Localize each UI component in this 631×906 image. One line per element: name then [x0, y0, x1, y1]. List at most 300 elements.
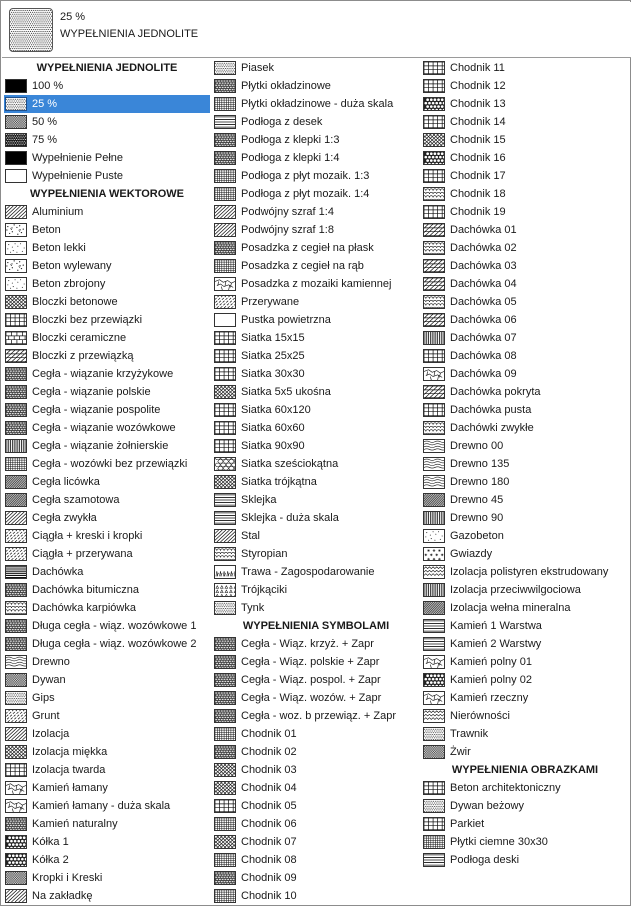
fill-item-label: Kamień polny 01	[450, 656, 532, 668]
fill-item-izolacja-przeciwwilgociowa[interactable]	[422, 581, 628, 599]
fill-item-label: 75 %	[32, 134, 58, 146]
concrete-light-pattern-icon	[423, 529, 445, 543]
current-fill-percent: 25 %	[60, 11, 86, 23]
current-fill-swatch-icon	[9, 8, 53, 52]
zigzag-pattern-icon	[423, 709, 445, 723]
fill-item-kropki-i-kreski[interactable]	[4, 869, 210, 887]
fill-item-styropian[interactable]	[213, 545, 419, 563]
section-heading-wypelnienia-jednolite: WYPEŁNIENIA JEDNOLITE	[36, 62, 178, 74]
diag-brick-pattern-icon	[423, 259, 445, 273]
fill-item-dachowki-zwykle[interactable]	[422, 419, 628, 437]
fill-item-cegla-zwykla[interactable]	[4, 509, 210, 527]
fill-item-drewno-90[interactable]	[422, 509, 628, 527]
fill-item-label: Siatka 60x120	[241, 404, 311, 416]
fill-item-label: Chodnik 09	[241, 872, 297, 884]
fill-item-siatka-25x25[interactable]	[213, 347, 419, 365]
fill-item-gips[interactable]	[4, 689, 210, 707]
dense-brick-pattern-icon	[5, 817, 27, 831]
dots-25-pattern-icon	[423, 727, 445, 741]
fill-item-drewno-180[interactable]	[422, 473, 628, 491]
fill-item-beton[interactable]	[4, 221, 210, 239]
fill-item-dachowka-01[interactable]	[422, 221, 628, 239]
fill-item-dachowka-bitumiczna[interactable]	[4, 581, 210, 599]
fill-item-label: Siatka 90x90	[241, 440, 305, 452]
fill-item-wypelnienie-puste[interactable]	[4, 167, 210, 185]
fill-item-label: Izolacja polistyren ekstrudowany	[450, 566, 609, 578]
fill-item-label: Cegła - Wiąz. krzyż. + Zapr	[241, 638, 374, 650]
dense-brick-pattern-icon	[214, 151, 236, 165]
fill-item-siatka-15x15[interactable]	[213, 329, 419, 347]
fill-item-sklejka-duza-skala[interactable]	[213, 509, 419, 527]
fill-item-cegla-wiaz-wozow-zapr[interactable]	[213, 689, 419, 707]
grid-pattern-icon	[214, 799, 236, 813]
fill-item-label: Bloczki z przewiązką	[32, 350, 134, 362]
fill-item-label: Chodnik 11	[450, 62, 505, 74]
dense-brick-pattern-icon	[5, 403, 27, 417]
fill-item-label: Siatka 15x15	[241, 332, 305, 344]
fill-item-label: 50 %	[32, 116, 58, 128]
fill-item-cegla-wiazanie-krzyzykowe[interactable]	[4, 365, 210, 383]
fill-item-label: Cegła - wiązanie wozówkowe	[32, 422, 176, 434]
fill-item-label: Kamień polny 02	[450, 674, 532, 686]
fill-item-chodnik-18[interactable]	[422, 185, 628, 203]
fill-item-aluminium[interactable]	[4, 203, 210, 221]
wave-pattern-icon	[5, 655, 27, 669]
fill-item-label: Cegła - wiązanie żołnierskie	[32, 440, 169, 452]
fill-item-dachowka-08[interactable]	[422, 347, 628, 365]
fill-item-label: Na zakładkę	[32, 890, 93, 902]
fill-item-przerywane[interactable]	[213, 293, 419, 311]
fill-item-label: Chodnik 15	[450, 134, 506, 146]
dots-50-pattern-icon	[5, 673, 27, 687]
dense-brick-pattern-icon	[214, 709, 236, 723]
fill-item-bloczki-bez-przewiazki[interactable]	[4, 311, 210, 329]
fill-item-izolacja-welna-mineralna[interactable]	[422, 599, 628, 617]
fill-item-chodnik-17[interactable]	[422, 167, 628, 185]
fill-item-chodnik-08[interactable]	[213, 851, 419, 869]
dots-50-pattern-icon	[423, 745, 445, 759]
fill-item-label: Cegła szamotowa	[32, 494, 120, 506]
fill-item-plytki-ciemne-30x30[interactable]	[422, 833, 628, 851]
fill-item-chodnik-13[interactable]	[422, 95, 628, 113]
fill-item-trawnik[interactable]	[422, 725, 628, 743]
fill-item-podloga-z-desek[interactable]	[213, 113, 419, 131]
circles-pattern-icon	[423, 673, 445, 687]
fill-item-label: Trawa - Zagospodarowanie	[241, 566, 375, 578]
grid-pattern-icon	[423, 781, 445, 795]
dense-brick-pattern-icon	[5, 583, 27, 597]
fill-item-podloga-z-plyt-mozaik-1-3[interactable]	[213, 167, 419, 185]
fill-item-label: Chodnik 12	[450, 80, 506, 92]
fill-item-cegla-woz-b-przewiaz-zapr[interactable]	[213, 707, 419, 725]
wave-pattern-icon	[423, 439, 445, 453]
fill-item-stal[interactable]	[213, 527, 419, 545]
dense-grid-pattern-icon	[214, 169, 236, 183]
grid-pattern-icon	[214, 403, 236, 417]
fill-item-bloczki-betonowe[interactable]	[4, 293, 210, 311]
fill-item-label: Wypełnienie Pełne	[32, 152, 124, 164]
fill-item-label: Tynk	[241, 602, 265, 614]
fill-item-siatka-60x120[interactable]	[213, 401, 419, 419]
fill-item-label: Dachówka karpiówka	[32, 602, 136, 614]
fill-list-column-3	[422, 59, 628, 869]
vlines-pattern-icon	[423, 511, 445, 525]
dash-diag-pattern-icon	[5, 547, 27, 561]
hex-pattern-icon	[214, 457, 236, 471]
fill-item-chodnik-16[interactable]	[422, 149, 628, 167]
fill-item-beton-lekki[interactable]	[4, 239, 210, 257]
fill-item-label: Drewno	[32, 656, 70, 668]
dense-brick-pattern-icon	[214, 871, 236, 885]
solid-pattern-icon	[5, 151, 27, 165]
fill-item-label: Podłoga z desek	[241, 116, 323, 128]
fill-item-chodnik-14[interactable]	[422, 113, 628, 131]
fill-item-label: Dywan beżowy	[450, 800, 524, 812]
fill-item-label: Bloczki bez przewiązki	[32, 314, 143, 326]
scallop-pattern-icon	[214, 547, 236, 561]
fill-item-dachowka-07[interactable]	[422, 329, 628, 347]
fill-item-chodnik-10[interactable]	[213, 887, 419, 905]
fill-item-dachowka-09[interactable]	[422, 365, 628, 383]
dense-brick-pattern-icon	[214, 673, 236, 687]
fill-item-piasek[interactable]	[213, 59, 419, 77]
circles-pattern-icon	[5, 853, 27, 867]
fill-item-label: Dachówka 09	[450, 368, 517, 380]
fill-item-siatka-szesciokatna[interactable]	[213, 455, 419, 473]
fill-item-ciagla-przerywana[interactable]	[4, 545, 210, 563]
fill-item-label: Chodnik 01	[241, 728, 297, 740]
fill-item-label: Siatka 30x30	[241, 368, 305, 380]
section-heading-wypelnienia-obrazkami: WYPEŁNIENIA OBRAZKAMI	[451, 764, 599, 776]
fill-item-label: Siatka sześciokątna	[241, 458, 339, 470]
fill-item-siatka-trojkatna[interactable]	[213, 473, 419, 491]
fill-item-kolka-2[interactable]	[4, 851, 210, 869]
fill-item-label: Gips	[32, 692, 55, 704]
dense-brick-pattern-icon	[214, 691, 236, 705]
fill-item-label: Kółka 1	[32, 836, 69, 848]
fill-item-plytki-okladzinowe[interactable]	[213, 77, 419, 95]
fill-item-siatka-90x90[interactable]	[213, 437, 419, 455]
fill-item-dluga-cegla-wiaz-wozowkowe-2[interactable]	[4, 635, 210, 653]
dense-brick-pattern-icon	[214, 241, 236, 255]
fill-item-bloczki-ceramiczne[interactable]	[4, 329, 210, 347]
fill-item-podloga-z-klepki-1-4[interactable]	[213, 149, 419, 167]
fill-item-label: Podłoga deski	[450, 854, 520, 866]
fill-item-label: Chodnik 17	[450, 170, 506, 182]
fill-item-label: Przerywane	[241, 296, 300, 308]
fill-item-drewno[interactable]	[4, 653, 210, 671]
fill-item-label: Chodnik 02	[241, 746, 297, 758]
crosshatch-pattern-icon	[214, 763, 236, 777]
dense-grid-pattern-icon	[214, 259, 236, 273]
fill-item-label: Dachówka 08	[450, 350, 517, 362]
fill-item-chodnik-02[interactable]	[213, 743, 419, 761]
fill-item-dachowka-pusta[interactable]	[422, 401, 628, 419]
dense-grid-pattern-icon	[5, 457, 27, 471]
dense-brick-pattern-icon	[5, 619, 27, 633]
fill-item-podloga-deski[interactable]	[422, 851, 628, 869]
dense-brick-pattern-icon	[214, 655, 236, 669]
fill-item-label: Dachówka 05	[450, 296, 517, 308]
fill-item-cegla-wiazanie-zolnierskie[interactable]	[4, 437, 210, 455]
fill-item-chodnik-06[interactable]	[213, 815, 419, 833]
grid-pattern-icon	[423, 403, 445, 417]
fill-item-posadzka-z-cegiel-na-plask[interactable]	[213, 239, 419, 257]
grid-pattern-icon	[423, 79, 445, 93]
fill-item-parkiet[interactable]	[422, 815, 628, 833]
dots-50-pattern-icon	[5, 871, 27, 885]
hlines-pattern-icon	[423, 637, 445, 651]
fill-item-chodnik-01[interactable]	[213, 725, 419, 743]
grid-pattern-icon	[214, 331, 236, 345]
fill-item-kamien-2-warstwy[interactable]	[422, 635, 628, 653]
fill-item-wypelnienie-pelne[interactable]	[4, 149, 210, 167]
fill-item-label: Siatka 25x25	[241, 350, 305, 362]
crosshatch-pattern-icon	[5, 745, 27, 759]
fill-item-izolacja[interactable]	[4, 725, 210, 743]
fill-item-drewno-45[interactable]	[422, 491, 628, 509]
fill-item-beton-architektoniczny[interactable]	[422, 779, 628, 797]
fill-item-label: Dachówka pusta	[450, 404, 532, 416]
fill-item-label: Posadzka z cegieł na płask	[241, 242, 374, 254]
fill-item-label: Chodnik 06	[241, 818, 297, 830]
fill-item-100[interactable]	[4, 77, 210, 95]
fill-item-drewno-00[interactable]	[422, 437, 628, 455]
fill-item-kamien-polny-02[interactable]	[422, 671, 628, 689]
fill-item-kamien-lamany[interactable]	[4, 779, 210, 797]
fill-item-cegla-wiazanie-polskie[interactable]	[4, 383, 210, 401]
fill-item-cegla-wiaz-krzyz-zapr[interactable]	[213, 635, 419, 653]
fill-item-na-zakladke[interactable]	[4, 887, 210, 905]
fill-item-chodnik-05[interactable]	[213, 797, 419, 815]
fill-item-dachowka-karpiowka[interactable]	[4, 599, 210, 617]
fill-item-kamien-lamany-duza-skala[interactable]	[4, 797, 210, 815]
fill-item-trojkaciki[interactable]	[213, 581, 419, 599]
grid-pattern-icon	[214, 349, 236, 363]
fill-item-siatka-30x30[interactable]	[213, 365, 419, 383]
fill-item-label: Dachówka 06	[450, 314, 517, 326]
diag-pattern-icon	[214, 223, 236, 237]
fill-item-label: Drewno 45	[450, 494, 504, 506]
dense-brick-pattern-icon	[5, 385, 27, 399]
fill-item-dachowka-04[interactable]	[422, 275, 628, 293]
fill-item-chodnik-12[interactable]	[422, 77, 628, 95]
fill-item-podloga-z-plyt-mozaik-1-4[interactable]	[213, 185, 419, 203]
fill-item-podloga-z-klepki-1-3[interactable]	[213, 131, 419, 149]
dense-grid-pattern-icon	[423, 835, 445, 849]
fill-item-label: Styropian	[241, 548, 288, 560]
fill-item-label: Płytki ciemne 30x30	[450, 836, 548, 848]
fill-item-label: Beton zbrojony	[32, 278, 106, 290]
fill-item-drewno-135[interactable]	[422, 455, 628, 473]
fill-item-label: Gwiazdy	[450, 548, 493, 560]
fill-item-label: Chodnik 05	[241, 800, 297, 812]
fill-item-label: Żwir	[450, 746, 471, 758]
fill-item-kamien-naturalny[interactable]	[4, 815, 210, 833]
scallop-pattern-icon	[423, 421, 445, 435]
fill-item-grunt[interactable]	[4, 707, 210, 725]
fill-item-label: Podłoga z płyt mozaik. 1:3	[241, 170, 370, 182]
fill-item-dachowka-03[interactable]	[422, 257, 628, 275]
fill-item-label: Cegła - Wiąz. wozów. + Zapr	[241, 692, 382, 704]
brick-pattern-icon	[5, 331, 27, 345]
hlines-bold-pattern-icon	[5, 565, 27, 579]
fill-list-column-2	[213, 59, 419, 905]
fill-item-label: Cegła - wiązanie pospolite	[32, 404, 161, 416]
dash-diag-pattern-icon	[214, 295, 236, 309]
fill-item-label: Gazobeton	[450, 530, 504, 542]
grass-pattern-icon	[214, 565, 236, 579]
grid-pattern-icon	[423, 169, 445, 183]
fill-item-cegla-wiazanie-pospolite[interactable]	[4, 401, 210, 419]
fill-item-chodnik-19[interactable]	[422, 203, 628, 221]
grid-pattern-icon	[423, 349, 445, 363]
dense-grid-pattern-icon	[214, 889, 236, 903]
dense-brick-pattern-icon	[214, 637, 236, 651]
fill-item-chodnik-09[interactable]	[213, 869, 419, 887]
fill-item-label: Chodnik 10	[241, 890, 297, 902]
grid-pattern-icon	[5, 763, 27, 777]
circles-pattern-icon	[5, 835, 27, 849]
diag-pattern-icon	[5, 889, 27, 903]
scallop-pattern-icon	[423, 241, 445, 255]
fill-item-dywan[interactable]	[4, 671, 210, 689]
dots-75-pattern-icon	[5, 133, 27, 147]
fill-item-label: Wypełnienie Puste	[32, 170, 124, 182]
fill-item-label: Bloczki betonowe	[32, 296, 118, 308]
fill-item-siatka-60x60[interactable]	[213, 419, 419, 437]
fill-item-label: Długa cegła - wiąz. wozówkowe 2	[32, 638, 197, 650]
fill-item-label: Kamień 1 Warstwa	[450, 620, 542, 632]
fill-item-trawa-zagospodarowanie[interactable]	[213, 563, 419, 581]
crosshatch-pattern-icon	[214, 781, 236, 795]
fill-item-label: Trójkąciki	[241, 584, 288, 596]
fill-item-izolacja-polistyren-ekstrudowany[interactable]	[422, 563, 628, 581]
fill-item-dachowka-pokryta[interactable]	[422, 383, 628, 401]
fill-item-label: Długa cegła - wiąz. wozówkowe 1	[32, 620, 197, 632]
fill-item-label: Kamień łamany - duża skala	[32, 800, 171, 812]
solid-pattern-icon	[5, 79, 27, 93]
fill-item-label: Chodnik 19	[450, 206, 506, 218]
fill-item-chodnik-03[interactable]	[213, 761, 419, 779]
fill-item-bloczki-z-przewiazka[interactable]	[4, 347, 210, 365]
grid-pattern-icon	[214, 439, 236, 453]
fill-item-cegla-szamotowa[interactable]	[4, 491, 210, 509]
hlines-pattern-icon	[214, 511, 236, 525]
fill-item-label: Chodnik 13	[450, 98, 506, 110]
fill-item-label: 100 %	[32, 80, 64, 92]
fill-item-chodnik-15[interactable]	[422, 131, 628, 149]
fill-item-posadzka-z-mozaiki-kamiennej[interactable]	[213, 275, 419, 293]
stone-pattern-icon	[423, 691, 445, 705]
fill-item-label: Cegła licówka	[32, 476, 100, 488]
fill-item-izolacja-miekka[interactable]	[4, 743, 210, 761]
dense-brick-pattern-icon	[5, 637, 27, 651]
fill-item-dachowka-02[interactable]	[422, 239, 628, 257]
diag-brick-pattern-icon	[423, 277, 445, 291]
fill-item-siatka-5x5-ukosna[interactable]	[213, 383, 419, 401]
fill-item-cegla-wiaz-pospol-zapr[interactable]	[213, 671, 419, 689]
fill-item-gazobeton[interactable]	[422, 527, 628, 545]
fill-item-cegla-wozowki-bez-przewiazki[interactable]	[4, 455, 210, 473]
hlines-pattern-icon	[423, 853, 445, 867]
fill-item-cegla-licowka[interactable]	[4, 473, 210, 491]
vlines-pattern-icon	[5, 439, 27, 453]
fill-item-label: Izolacja miękka	[32, 746, 108, 758]
fill-item-izolacja-twarda[interactable]	[4, 761, 210, 779]
fill-item-label: Cegła - woz. b przewiąz. + Zapr	[241, 710, 396, 722]
fill-item-dachowka-06[interactable]	[422, 311, 628, 329]
fill-item-label: Drewno 135	[450, 458, 510, 470]
fill-item-label: Cegła - Wiąz. polskie + Zapr	[241, 656, 380, 668]
fill-item-kamien-rzeczny[interactable]	[422, 689, 628, 707]
fill-item-podwojny-szraf-1-8[interactable]	[213, 221, 419, 239]
diag-pattern-icon	[214, 529, 236, 543]
fill-item-kamien-1-warstwa[interactable]	[422, 617, 628, 635]
fill-item-kamien-polny-01[interactable]	[422, 653, 628, 671]
fill-item-dluga-cegla-wiaz-wozowkowe-1[interactable]	[4, 617, 210, 635]
fill-item-plytki-okladzinowe-duza-skala[interactable]	[213, 95, 419, 113]
fill-item-label: Pustka powietrzna	[241, 314, 331, 326]
stone-pattern-icon	[423, 367, 445, 381]
fill-item-chodnik-11[interactable]	[422, 59, 628, 77]
empty-pattern-icon	[214, 313, 236, 327]
fill-item-ciagla-kreski-i-kropki[interactable]	[4, 527, 210, 545]
fill-item-label: Płytki okładzinowe - duża skala	[241, 98, 394, 110]
fill-item-beton-wylewany[interactable]	[4, 257, 210, 275]
dense-diag-pattern-icon	[5, 493, 27, 507]
fill-item-dachowka-05[interactable]	[422, 293, 628, 311]
circles-pattern-icon	[423, 97, 445, 111]
fill-item-50[interactable]	[4, 113, 210, 131]
wave-pattern-icon	[423, 475, 445, 489]
fill-item-zwir[interactable]	[422, 743, 628, 761]
fill-item-pustka-powietrzna[interactable]	[213, 311, 419, 329]
stone-pattern-icon	[5, 799, 27, 813]
fill-item-chodnik-07[interactable]	[213, 833, 419, 851]
wave-pattern-icon	[423, 457, 445, 471]
fill-item-label: Drewno 180	[450, 476, 510, 488]
fill-item-dachowka[interactable]	[4, 563, 210, 581]
section-heading-wypelnienia-symbolami: WYPEŁNIENIA SYMBOLAMI	[242, 620, 390, 632]
fill-item-25[interactable]	[4, 95, 210, 113]
fill-item-sklejka[interactable]	[213, 491, 419, 509]
fill-item-podwojny-szraf-1-4[interactable]	[213, 203, 419, 221]
fill-item-beton-zbrojony[interactable]	[4, 275, 210, 293]
fill-item-dywan-bezowy[interactable]	[422, 797, 628, 815]
scallop-pattern-icon	[423, 295, 445, 309]
fill-item-posadzka-z-cegiel-na-rab[interactable]	[213, 257, 419, 275]
fill-item-kolka-1[interactable]	[4, 833, 210, 851]
fill-item-gwiazdy[interactable]	[422, 545, 628, 563]
diag-brick-pattern-icon	[5, 349, 27, 363]
fill-item-cegla-wiaz-polskie-zapr[interactable]	[213, 653, 419, 671]
dots-25-pattern-icon	[214, 601, 236, 615]
fill-item-tynk[interactable]	[213, 599, 419, 617]
fill-item-label: Aluminium	[32, 206, 84, 218]
fill-item-label: Bloczki ceramiczne	[32, 332, 127, 344]
fill-item-75[interactable]	[4, 131, 210, 149]
fill-item-label: Chodnik 18	[450, 188, 506, 200]
fill-item-chodnik-04[interactable]	[213, 779, 419, 797]
fill-item-label: Chodnik 07	[241, 836, 297, 848]
fill-item-label: Izolacja	[32, 728, 70, 740]
dots-25-pattern-icon	[423, 799, 445, 813]
fill-item-nierownosci[interactable]	[422, 707, 628, 725]
fill-item-cegla-wiazanie-wozowkowe[interactable]	[4, 419, 210, 437]
fill-item-label: Chodnik 14	[450, 116, 506, 128]
dots-25-pattern-icon	[5, 691, 27, 705]
